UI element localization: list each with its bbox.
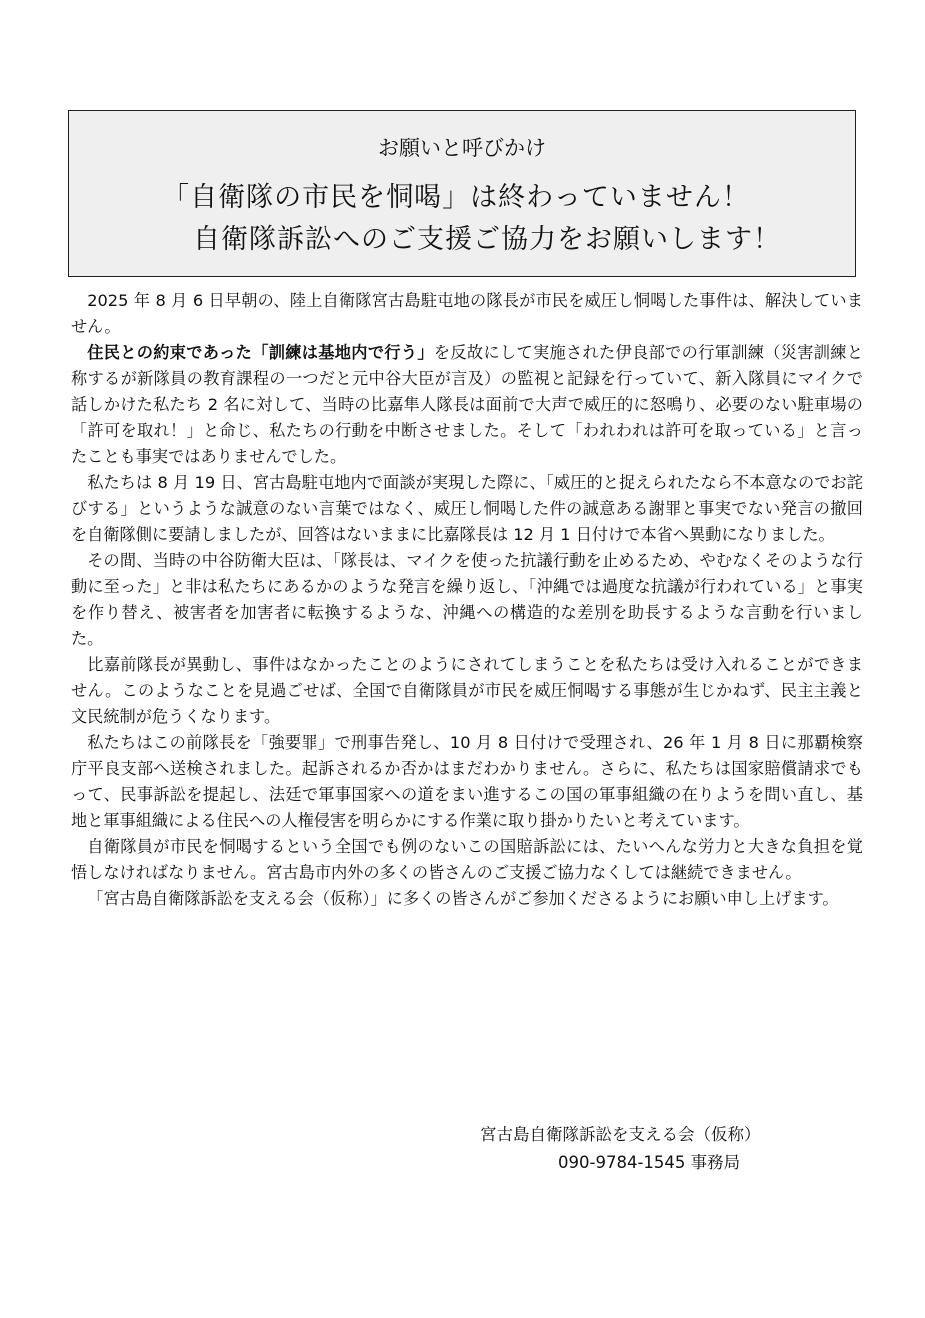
signature-organization: 宮古島自衛隊訴訟を支える会（仮称） bbox=[480, 1125, 761, 1144]
paragraph-2-emphasis: 住民との約束であった「訓練は基地内で行う」 bbox=[87, 343, 434, 362]
paragraph-4: その間、当時の中谷防衛大臣は、「隊長は、マイクを使った抗議行動を止めるため、やむなくそのような行動に至った」と非は私たちにあるかのような発言を繰り返し、「沖縄では過度な抗議が行われている」と事実を作り替え、被害者を加害者に転換するような、沖縄への構造的な差別を助長するような言動を行いました。 bbox=[71, 551, 863, 648]
title-line-2: 自衛隊訴訟へのご支援ご協力をお願いします！ bbox=[193, 224, 781, 255]
paragraph-2-text: を反故にして実施された伊良部での行軍訓練（災害訓練と称するが新隊員の教育課程の一つだと元中谷大臣が言及）の監視と記録を行っていて、新入隊員にマイクで話しかけた私たち 2 名に対して、当時の比嘉隼人隊長は面前で大声で威圧的に怒鳴り、必要のない駐車場の「許可を取れ！」と命じ、私たちの行動を中断させました。そして「われわれは許可を取っている」と言ったことも事実ではありませんでした。 bbox=[71, 343, 864, 466]
page-title bbox=[69, 179, 855, 259]
signature-contact: 090-9784-1545 事務局 bbox=[558, 1153, 741, 1172]
paragraph-8: 「宮古島自衛隊訴訟を支える会（仮称）」に多くの皆さんがご参加くださるようにお願い申し上げます。 bbox=[87, 889, 839, 908]
paragraph-2 bbox=[71, 340, 863, 470]
body-text bbox=[71, 288, 863, 912]
title-line-1: 「自衛隊の市民を恫喝」は終わっていません！ bbox=[162, 182, 750, 213]
paragraph-1: 2025 年 8 月 6 日早朝の、陸上自衛隊宮古島駐屯地の隊長が市民を威圧し恫喝した事件は、解決していません。 bbox=[71, 291, 863, 336]
paragraph-5: 比嘉前隊長が異動し、事件はなかったことのようにされてしまうことを私たちは受け入れることができません。このようなことを見過ごせば、全国で自衛隊員が市民を威圧恫喝する事態が生じかねず、民主主義と文民統制が危うくなります。 bbox=[71, 655, 863, 726]
header-label: お願いと呼びかけ bbox=[378, 136, 546, 160]
header-box bbox=[68, 110, 856, 277]
paragraph-3: 私たちは 8 月 19 日、宮古島駐屯地内で面談が実現した際に、「威圧的と捉えられたなら不本意なのでお詫びする」というような誠意のない言葉ではなく、威圧し恫喝した件の誠意ある謝罪と事実でない発言の撤回を自衛隊側に要請しましたが、回答はないままに比嘉隊長は 12 月 1 日付けで本省へ異動になりました。 bbox=[71, 473, 863, 544]
paragraph-6: 私たちはこの前隊長を「強要罪」で刑事告発し、10 月 8 日付けで受理され、26 年 1 月 8 日に那覇検察庁平良支部へ送検されました。起訴されるか否かはまだわかりません。さらに、私たちは国家賠償請求でもって、民事訴訟を提起し、法廷で軍事国家への道をまい進するこの国の軍事組織の在りようを問い直し、基地と軍事組織による住民への人権侵害を明らかにする作業に取り掛かりたいと考えています。 bbox=[71, 733, 863, 830]
paragraph-7: 自衛隊員が市民を恫喝するという全国でも例のないこの国賠訴訟には、たいへんな労力と大きな負担を覚悟しなければなりません。宮古島市内外の多くの皆さんのご支援ご協力なくしては継続できません。 bbox=[71, 837, 863, 882]
signature bbox=[470, 1121, 830, 1177]
